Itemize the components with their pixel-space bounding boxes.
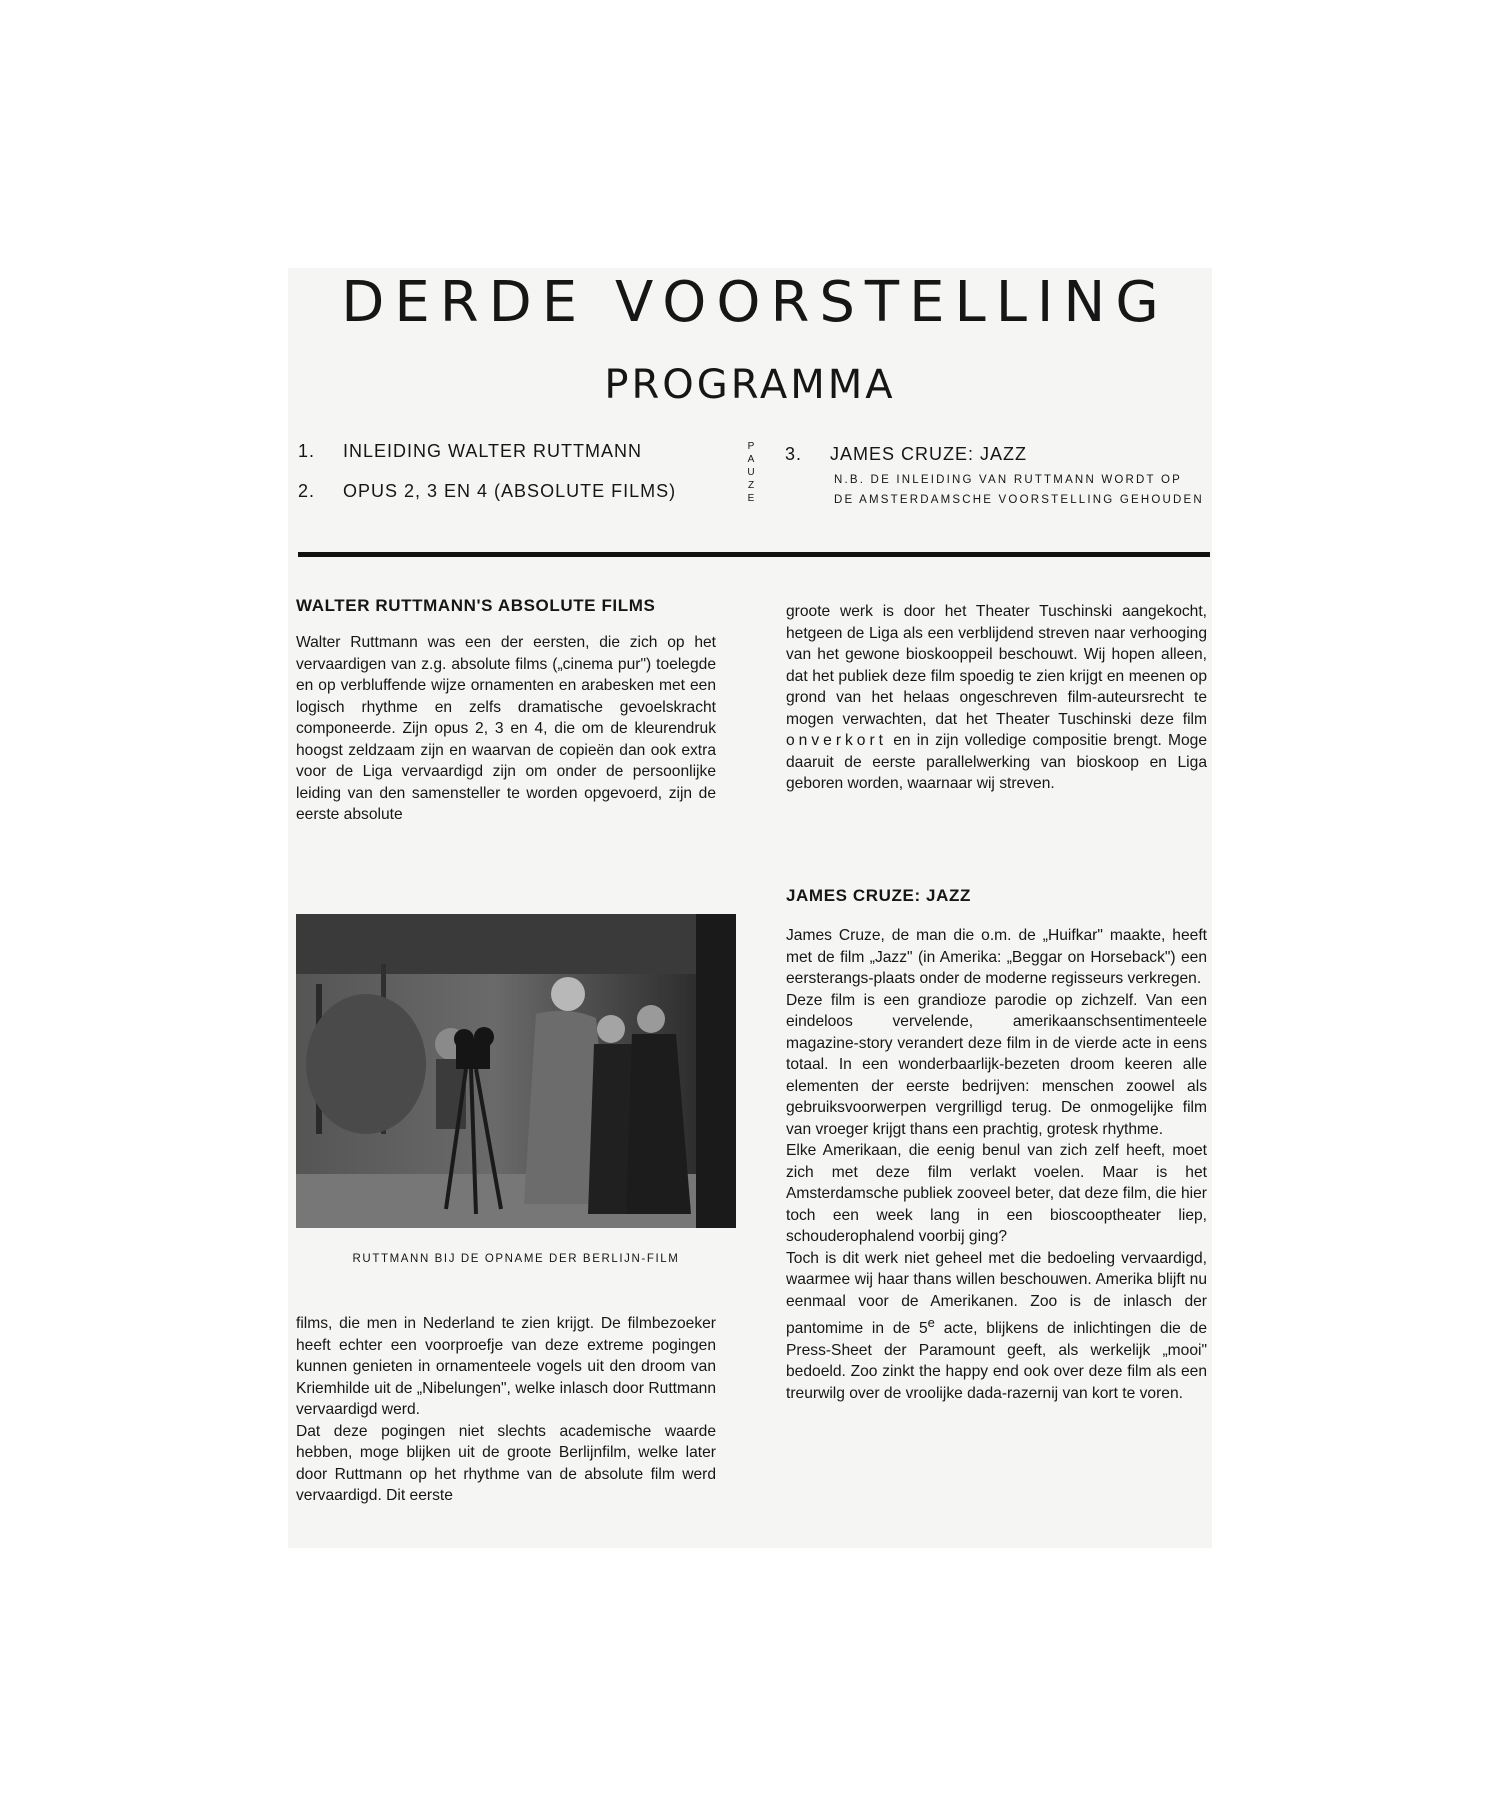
program-item-3 [785, 444, 1027, 465]
page-subtitle: PROGRAMMA [604, 362, 896, 408]
ruttmann-text-part1: Walter Ruttmann was een der eersten, die zich op het vervaardigen van z.g. absolute films („cinema pur") toelegde en op verbluffende wijze ornamenten en arabesken met een logisch rhythme en zelfs dramatische gevoelskracht componeerde. Zijn opus 2, 3 en 4, die om de kleurendruk hoogst zeldzaam zijn en waarvan de copieën dan ook extra voor de Liga vervaardigd zijn om onder de persoonlijke leiding van den samensteller te worden opgevoerd, zijn de eerste absolute [296, 634, 716, 823]
program-note: N.B. DE INLEIDING VAN RUTTMANN WORDT OP DE AMSTERDAMSCHE VOORSTELLING GEHOUDEN [834, 474, 1204, 506]
photo-caption: RUTTMANN BIJ DE OPNAME DER BERLIJN-FILM [352, 1253, 680, 1265]
ruttmann-text-continued: groote werk is door het Theater Tuschinski aangekocht, hetgeen de Liga als een verblijdend streven naar verhooging van het gewone bioskooppeil beschouwt. Wij hopen alleen, dat het publiek deze film spoedig te zien krijgt en meenen op grond van het helaas ongeschreven film-auteursrecht te mogen verwachten, dat het Theater Tuschinski deze film onverkort en in zijn volledige compositie brengt. Moge daaruit de eerste parallelwerking van bioskoop en Liga geboren worden, waarnaar wij streven. [786, 603, 1207, 792]
program-item-1 [298, 441, 642, 462]
program-item-label: INLEIDING WALTER RUTTMANN [343, 441, 643, 461]
program-item-number: 2. [298, 481, 316, 501]
program-item-number: 1. [298, 441, 316, 461]
jazz-heading: JAMES CRUZE: JAZZ [786, 886, 971, 905]
program-item-2 [298, 481, 676, 502]
program-item-label: OPUS 2, 3 EN 4 (ABSOLUTE FILMS) [343, 481, 677, 501]
jazz-text: James Cruze, de man die o.m. de „Huifkar" maakte, heeft met de film „Jazz" (in Amerika: „Beggar on Horseback") een eersterangs-plaats onder de moderne regisseurs verkregen. Deze film is een grandioze parodie op zichzelf. Van een eindeloos vervelende, amerikaanschsentimenteele magazine-story verandert deze film in de vierde acte in eens totaal. In een wonderbaarlijk-bezeten droom keeren alle elementen der eerste bedrijven: menschen zoowel als gebruiksvoorwerpen vergrilligd terug. De onmogelijke film van vroeger krijgt thans een prachtig, grotesk rhythme. Elke Amerikaan, die eenig benul van zich zelf heeft, moet zich met deze film verlakt voelen. Maar is het Amsterdamsche publiek zooveel beter, dat deze film, die hier toch een week lang in een bioscooptheater liep, schouderophalend voorbij ging? Toch is dit werk niet geheel met die bedoeling vervaardigd, waarmee wij haar thans willen beschouwen. Amerika blijft nu eenmaal voor de Amerikanen. Zoo is de inlasch der pantomime in de 5e acte, blijkens de inlichtingen die de Press-Sheet der Paramount geeft, als werkelijk „mooi" bedoeld. Zoo zinkt the happy end ook over deze film als een treurwilg over de vroolijke dada-razernij van kort te voren. [786, 927, 1207, 1402]
berlin-film-photo [296, 914, 736, 1228]
pauze-vertical-label: P A U Z E [747, 441, 755, 504]
photo-illustration [296, 914, 736, 1228]
emphasis-word: onverkort [786, 732, 888, 749]
ruttmann-text-part2: films, die men in Nederland te zien krijgt. De filmbezoeker heeft echter een voorproefje van deze extreme pogingen kunnen genieten in ornamenteele vogels uit den droom van Kriemhilde uit de „Nibelungen", welke inlasch door Ruttmann vervaardigd werd. Dat deze pogingen niet slechts academische waarde hebben, moge blijken uit de groote Berlijnfilm, welke later door Ruttmann op het rhythme van de absolute film werd vervaardigd. Dit eerste [296, 1315, 716, 1504]
program-item-number: 3. [785, 444, 803, 464]
ruttmann-heading: WALTER RUTTMANN'S ABSOLUTE FILMS [296, 596, 656, 615]
horizontal-rule [298, 552, 1210, 557]
page-title: DERDE VOORSTELLING [341, 270, 1169, 335]
program-item-label: JAMES CRUZE: JAZZ [830, 444, 1028, 464]
